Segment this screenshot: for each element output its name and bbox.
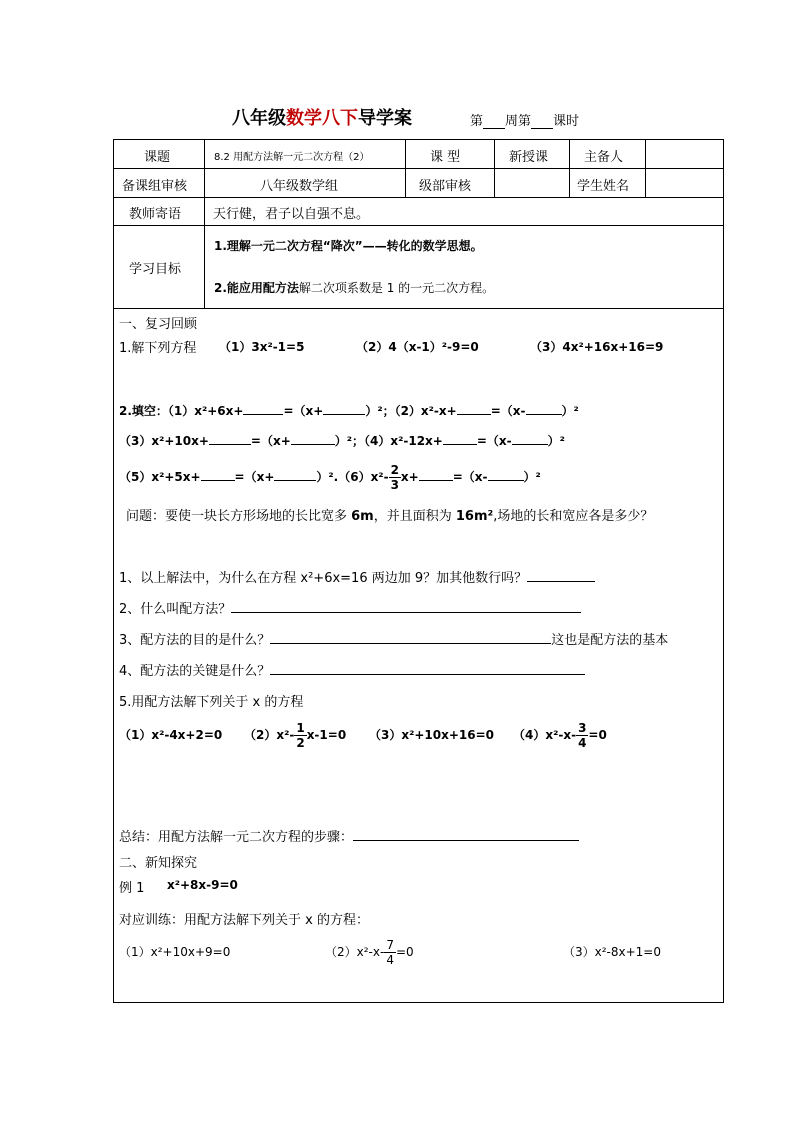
answer-line[interactable] bbox=[270, 631, 551, 644]
grade-review-field[interactable] bbox=[500, 175, 564, 191]
grade-review-label: 级部审核 bbox=[419, 179, 472, 194]
question-text: 1、以上解法中，为什么在方程 x²+6x=16 两边加 9？加其他数行吗？ bbox=[119, 571, 528, 586]
q5-label: 5.用配方法解下列关于 x 的方程 bbox=[119, 695, 304, 710]
fill-text: ）² bbox=[561, 404, 579, 418]
fill-text: =（x- bbox=[452, 470, 488, 484]
fill-blank[interactable] bbox=[443, 432, 477, 445]
teacher-words-label: 教师寄语 bbox=[129, 207, 182, 222]
q5-eq-3: （3）x²+10x+16=0 bbox=[369, 728, 494, 742]
fill-blank[interactable] bbox=[457, 402, 491, 415]
goal-2-rest: 解二次项系数是 1 的一元二次方程。 bbox=[298, 281, 495, 295]
question-tail: 这也是配方法的基本 bbox=[551, 633, 669, 648]
problem-length: 6m bbox=[351, 509, 374, 524]
practice-eq-3: （3）x²-8x+1=0 bbox=[563, 945, 661, 959]
col-divider bbox=[494, 139, 495, 197]
answer-line[interactable] bbox=[527, 569, 595, 582]
student-name-label: 学生姓名 bbox=[577, 179, 630, 194]
group-review-value: 八年级数学组 bbox=[260, 179, 339, 194]
fill-text: =（x- bbox=[490, 404, 526, 418]
fraction-denominator: 4 bbox=[578, 736, 587, 750]
lesson-period bbox=[470, 110, 579, 129]
fraction-numerator: 2 bbox=[390, 463, 399, 477]
fill-text: （5）x²+5x+ bbox=[119, 470, 201, 484]
word-problem bbox=[126, 505, 653, 524]
q5-eq-4 bbox=[513, 720, 607, 750]
period-prefix: 第 bbox=[470, 114, 484, 129]
fill-text: ）².（6）x²- bbox=[316, 470, 389, 484]
fill-blank[interactable] bbox=[323, 402, 365, 415]
goals-label: 学习目标 bbox=[129, 262, 182, 277]
col-divider bbox=[569, 139, 570, 197]
type-label: 课 型 bbox=[430, 150, 461, 165]
fraction bbox=[294, 721, 306, 750]
preparer-label: 主备人 bbox=[584, 150, 624, 165]
fill-text: 2.填空：（1）x²+6x+ bbox=[119, 404, 244, 418]
fill-text: =（x+ bbox=[283, 404, 324, 418]
week-blank[interactable] bbox=[483, 115, 505, 129]
fill-text: ）²；（2）x²-x+ bbox=[365, 404, 457, 418]
fill-text: （3）x²+10x+ bbox=[119, 434, 209, 448]
q5-eq-1: （1）x²-4x+2=0 bbox=[119, 728, 223, 742]
goal-2 bbox=[214, 279, 494, 296]
col-divider bbox=[405, 139, 406, 197]
eq-text: （2）x²- bbox=[244, 728, 295, 742]
section-2-heading: 二、新知探究 bbox=[119, 856, 198, 871]
col-divider bbox=[645, 139, 646, 197]
section-1-heading: 一、复习回顾 bbox=[119, 317, 198, 332]
fill-blank[interactable] bbox=[419, 468, 453, 481]
practice-eq-1: （1）x²+10x+9=0 bbox=[119, 945, 231, 959]
q1-eq-2: （2）4（x-1）²-9=0 bbox=[356, 340, 479, 354]
fill-blank[interactable] bbox=[209, 432, 251, 445]
goal-1: 1.理解一元二次方程“降次”——转化的数学思想。 bbox=[214, 239, 483, 253]
question-text: 2、什么叫配方法？ bbox=[119, 602, 232, 617]
fill-text: x+ bbox=[400, 470, 419, 484]
q1-eq-1: （1）3x²-1=5 bbox=[219, 340, 305, 354]
example-1-eq: x²+8x-9=0 bbox=[167, 878, 238, 892]
eq-text: （4）x²-x- bbox=[513, 728, 577, 742]
fill-text: ）² bbox=[547, 434, 565, 448]
question-1 bbox=[119, 567, 595, 586]
answer-line[interactable] bbox=[270, 662, 585, 675]
q1-eq-3: （3）4x²+16x+16=9 bbox=[530, 340, 664, 354]
answer-line[interactable] bbox=[353, 828, 579, 841]
title-subject: 数学八下 bbox=[286, 108, 358, 129]
fraction-denominator: 4 bbox=[386, 953, 394, 967]
fraction bbox=[384, 938, 396, 967]
fraction-numerator: 1 bbox=[296, 721, 305, 735]
topic-value: 8.2 用配方法解一元二次方程（2） bbox=[214, 152, 370, 163]
group-review-label: 备课组审核 bbox=[122, 179, 188, 194]
type-value: 新授课 bbox=[509, 150, 549, 165]
fill-row-2 bbox=[119, 432, 565, 449]
fraction bbox=[576, 721, 588, 750]
problem-area: 16m² bbox=[455, 509, 494, 524]
goal-2-bold: 2.能应用配方法 bbox=[214, 281, 299, 295]
question-2 bbox=[119, 598, 581, 617]
q1-label: 1.解下列方程 bbox=[119, 341, 197, 356]
question-text: 4、配方法的关键是什么？ bbox=[119, 664, 271, 679]
fill-blank[interactable] bbox=[274, 468, 316, 481]
title-grade: 八年级 bbox=[232, 108, 286, 129]
fraction-numerator: 3 bbox=[578, 721, 587, 735]
topic-label: 课题 bbox=[144, 150, 171, 165]
answer-line[interactable] bbox=[231, 600, 581, 613]
fill-blank[interactable] bbox=[526, 402, 562, 415]
title-type: 导学案 bbox=[358, 108, 412, 129]
problem-text: ，并且面积为 bbox=[373, 509, 456, 524]
fill-row-1 bbox=[119, 402, 579, 419]
question-3 bbox=[119, 629, 668, 648]
document-title bbox=[232, 104, 412, 130]
fraction bbox=[389, 463, 401, 492]
fraction-denominator: 2 bbox=[296, 736, 305, 750]
fraction-denominator: 3 bbox=[390, 478, 399, 492]
teacher-words-value: 天行健，君子以自强不息。 bbox=[213, 207, 370, 222]
problem-text: ,场地的长和宽应各是多少？ bbox=[493, 509, 654, 524]
question-4 bbox=[119, 660, 585, 679]
preparer-value-field[interactable] bbox=[652, 146, 718, 162]
fill-row-3 bbox=[119, 460, 541, 494]
fill-blank[interactable] bbox=[291, 432, 335, 445]
row-divider bbox=[113, 308, 724, 309]
eq-text: =0 bbox=[395, 945, 414, 959]
col-divider bbox=[204, 139, 205, 308]
example-1-label: 例 1 bbox=[119, 881, 145, 896]
fill-blank[interactable] bbox=[512, 432, 548, 445]
fill-text: =（x- bbox=[476, 434, 512, 448]
problem-text: 问题：要使一块长方形场地的长比宽多 bbox=[126, 509, 352, 524]
practice-eq-2 bbox=[325, 937, 414, 967]
fill-blank[interactable] bbox=[488, 468, 524, 481]
fill-text: =（x+ bbox=[234, 470, 275, 484]
lesson-blank[interactable] bbox=[531, 115, 553, 129]
fill-text: ）²；（4）x²-12x+ bbox=[334, 434, 443, 448]
fill-blank[interactable] bbox=[243, 402, 283, 415]
period-lesson-suffix: 课时 bbox=[553, 114, 580, 129]
question-text: 3、配方法的目的是什么？ bbox=[119, 633, 271, 648]
eq-text: x-1=0 bbox=[306, 728, 347, 742]
period-week-suffix: 周第 bbox=[505, 114, 532, 129]
q5-eq-2 bbox=[244, 720, 346, 750]
eq-text: =0 bbox=[588, 728, 607, 742]
fraction-numerator: 7 bbox=[386, 938, 394, 952]
practice-label: 对应训练：用配方法解下列关于 x 的方程： bbox=[119, 913, 369, 928]
fill-text: =（x+ bbox=[250, 434, 291, 448]
summary bbox=[119, 826, 579, 845]
summary-text: 总结：用配方法解一元二次方程的步骤： bbox=[119, 830, 354, 845]
student-name-field[interactable] bbox=[652, 175, 718, 191]
fill-text: ）² bbox=[523, 470, 541, 484]
fill-blank[interactable] bbox=[201, 468, 235, 481]
eq-text: （2）x²-x- bbox=[325, 945, 385, 959]
